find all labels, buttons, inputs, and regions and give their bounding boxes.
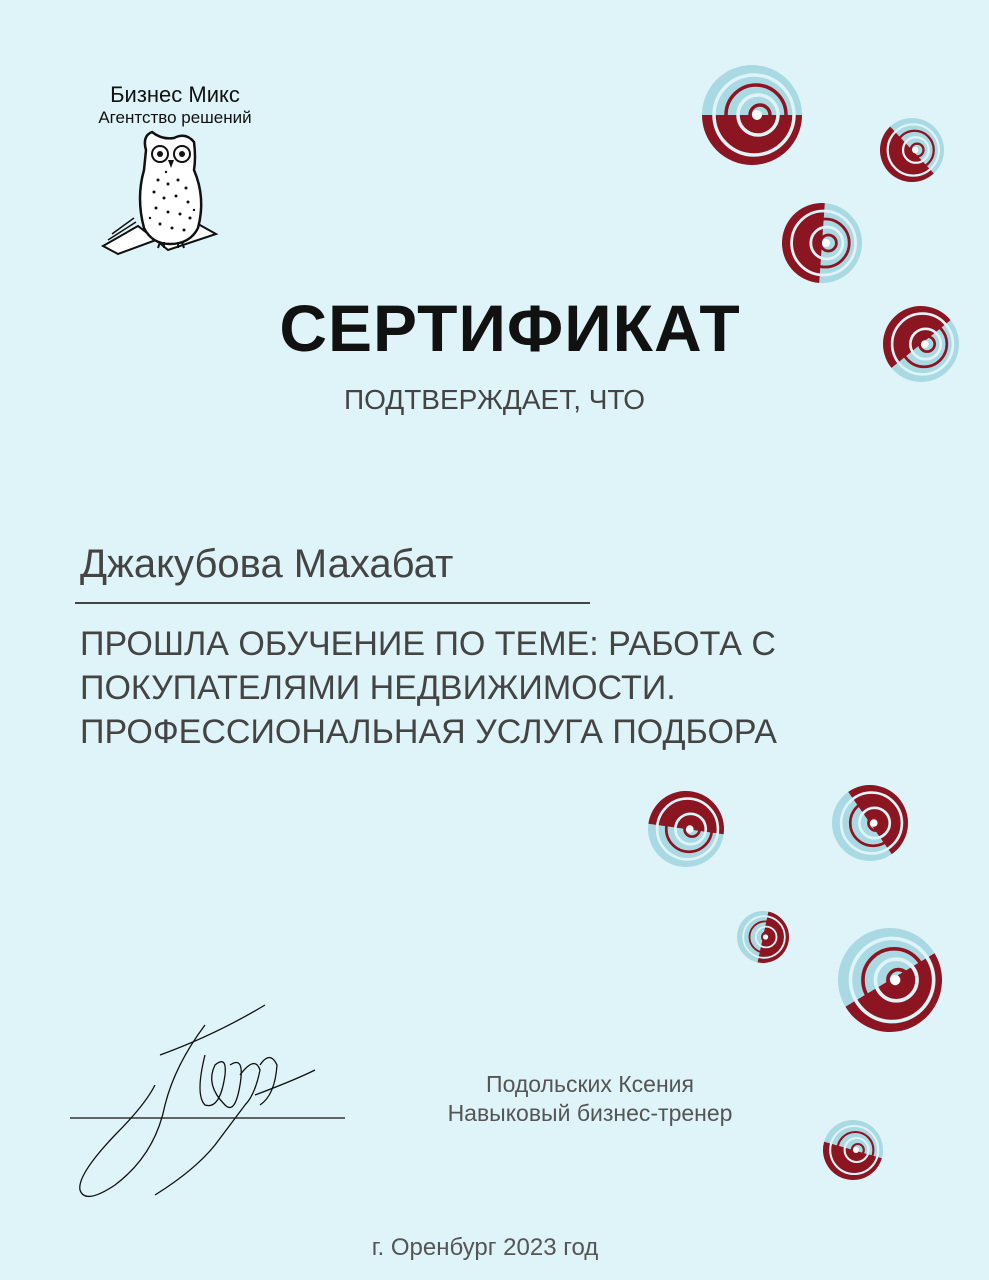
spiral-circle [737,911,789,963]
spiral-circle [838,928,942,1032]
course-line-3: ПРОФЕССИОНАЛЬНАЯ УСЛУГА ПОДБОРА [80,713,777,751]
trainer-block [380,1070,800,1128]
course-description [80,622,960,754]
spiral-circle [702,65,802,165]
spiral-circle [648,791,724,867]
spiral-circle [782,203,862,283]
certificate-subtitle: ПОДТВЕРЖДАЕТ, ЧТО [343,384,646,415]
place-date: г. Оренбург 2023 год [371,1234,599,1261]
course-line-2: ПОКУПАТЕЛЯМИ НЕДВИЖИМОСТИ. [80,669,676,707]
signature-image [55,995,355,1215]
brand-logo [70,80,280,260]
spiral-circle [832,785,908,861]
owl-icon [98,128,228,256]
recipient-name: Джакубова Махабат [80,542,454,586]
course-line-1: ПРОШЛА ОБУЧЕНИЕ ПО ТЕМЕ: РАБОТА С [80,625,776,663]
brand-name: Бизнес Микс [110,82,240,107]
spiral-circle [880,118,944,182]
spiral-circle [823,1120,883,1180]
certificate-title: СЕРТИФИКАТ [279,291,741,365]
trainer-role: Навыковый бизнес-тренер [447,1100,733,1126]
trainer-name: Подольских Ксения [486,1071,694,1097]
name-underline [75,602,590,604]
brand-subtitle: Агентство решений [98,108,252,127]
